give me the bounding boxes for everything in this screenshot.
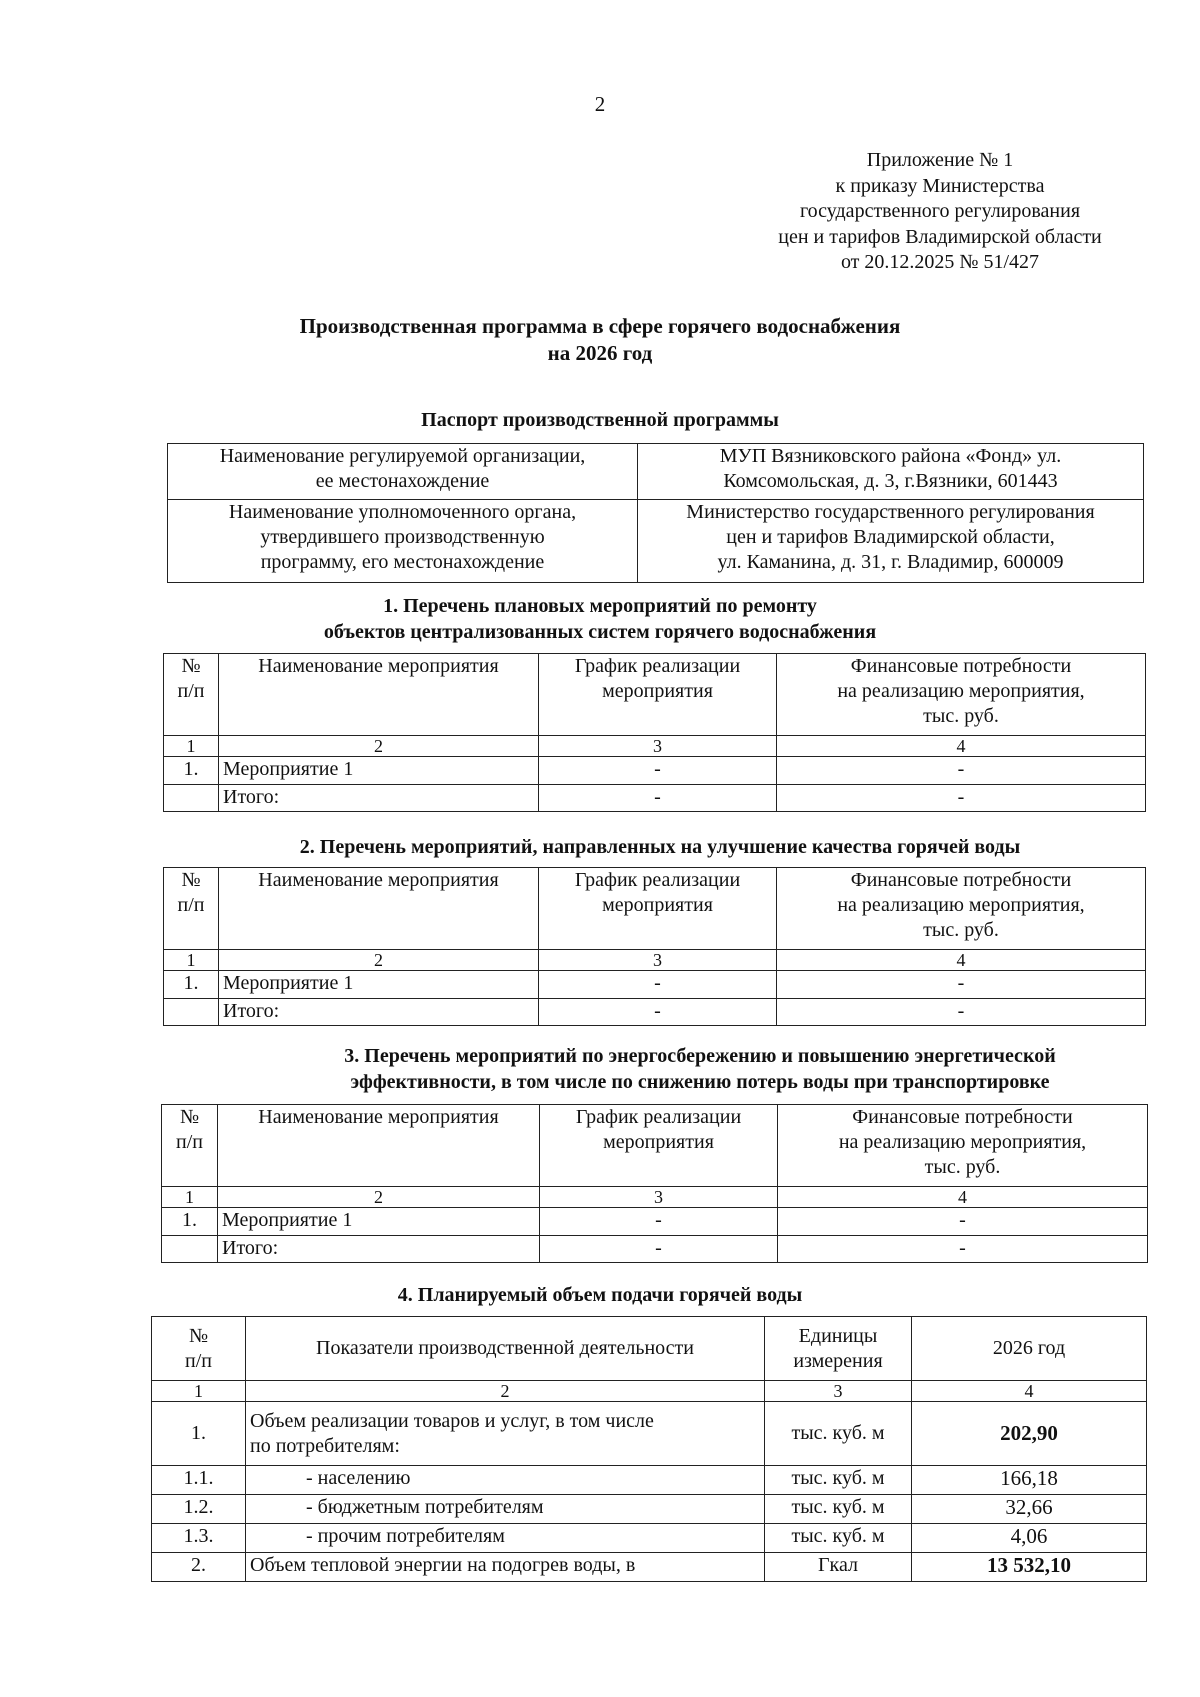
cell-line: 2026 год: [992, 1337, 1066, 1359]
row-num: 1.: [152, 1402, 246, 1466]
cell-line: МУП Вязниковского района «Фонд» ул.: [719, 445, 1062, 467]
cell-line: мероприятия: [602, 894, 713, 916]
total-finance: -: [778, 1236, 1148, 1263]
total-finance: -: [777, 785, 1146, 812]
row-unit: тыс. куб. м: [765, 1402, 912, 1466]
cell-line: тыс. руб.: [924, 1156, 1001, 1178]
header-num: [164, 654, 219, 736]
row-value: 4,06: [912, 1524, 1147, 1553]
cell-line: ул. Каманина, д. 31, г. Владимир, 600009: [717, 551, 1064, 573]
passport-value: [638, 444, 1144, 500]
total-row: [162, 1236, 1148, 1263]
table-row: [152, 1524, 1147, 1553]
cell-line: п/п: [185, 1349, 212, 1372]
index-row: [164, 736, 1146, 757]
page-number: 2: [594, 92, 606, 116]
heading-line: 1. Перечень плановых мероприятий по ремонту: [383, 595, 817, 617]
row-num: 1.: [164, 971, 219, 999]
cell-line: №: [188, 1324, 209, 1347]
index-cell: 3: [539, 736, 777, 757]
total-row: [164, 785, 1146, 812]
row-name: Мероприятие 1: [219, 757, 539, 785]
index-cell: 4: [778, 1187, 1148, 1208]
index-cell: 4: [777, 950, 1146, 971]
row-value: 13 532,10: [912, 1553, 1147, 1582]
total-schedule: -: [539, 999, 777, 1026]
cell-line: на реализацию мероприятия,: [837, 680, 1085, 702]
passport-label: [168, 500, 638, 583]
passport-label: [168, 444, 638, 500]
appendix-line: цен и тарифов Владимирской области: [778, 225, 1102, 248]
header-name: [219, 654, 539, 736]
section3-table: [161, 1104, 1148, 1263]
index-cell: 3: [539, 950, 777, 971]
total-num: [164, 999, 219, 1026]
total-label: Итого:: [219, 785, 539, 812]
table-row: [152, 1466, 1147, 1495]
cell-line: №: [179, 1106, 200, 1128]
heading-line: объектов централизованных систем горячего водоснабжения: [323, 621, 877, 643]
row-name: Мероприятие 1: [219, 971, 539, 999]
header-num: [164, 868, 219, 950]
row-schedule: -: [540, 1208, 778, 1236]
row-unit: тыс. куб. м: [765, 1524, 912, 1553]
row-unit: тыс. куб. м: [765, 1495, 912, 1524]
row-name: Мероприятие 1: [218, 1208, 540, 1236]
appendix-line: от 20.12.2025 № 51/427: [840, 251, 1040, 273]
table-row: [168, 444, 1144, 500]
cell-line: тыс. руб.: [923, 919, 999, 941]
section1-table: [163, 653, 1146, 812]
header-schedule: [540, 1105, 778, 1187]
cell-line: №: [181, 655, 201, 677]
index-cell: 1: [162, 1187, 218, 1208]
title-line: Производственная программа в сфере горячего водоснабжения: [299, 314, 901, 338]
section4-heading: 4. Планируемый объем подачи горячей воды: [397, 1284, 803, 1306]
header-schedule: [539, 654, 777, 736]
index-cell: 4: [777, 736, 1146, 757]
header-year: [912, 1317, 1147, 1381]
index-row: [162, 1187, 1148, 1208]
cell-line: Наименование мероприятия: [258, 1106, 499, 1128]
cell-line: тыс. руб.: [923, 705, 999, 727]
table-row: [164, 757, 1146, 785]
row-name: - прочим потребителям: [246, 1524, 765, 1553]
section2-table: [163, 867, 1146, 1026]
index-cell: 2: [219, 950, 539, 971]
header-schedule: [539, 868, 777, 950]
row-unit: Гкал: [765, 1553, 912, 1582]
header-finance: [777, 868, 1146, 950]
row-num: 1.: [164, 757, 219, 785]
document-title: [0, 313, 1200, 367]
cell-line: Министерство государственного регулирования: [686, 501, 1095, 523]
cell-line: График реализации: [574, 655, 741, 677]
row-value: 166,18: [912, 1466, 1147, 1495]
cell-line: Наименование уполномоченного органа,: [228, 501, 577, 523]
header-units: [765, 1317, 912, 1381]
index-cell: 1: [164, 950, 219, 971]
appendix-line: Приложение № 1: [866, 149, 1014, 171]
cell-line: по потребителям:: [250, 1434, 400, 1457]
section2-heading: 2. Перечень мероприятий, направленных на улучшение качества горячей воды: [299, 836, 1021, 858]
total-finance: -: [777, 999, 1146, 1026]
section3-heading: [250, 1043, 1150, 1095]
cell-line: Финансовые потребности: [850, 655, 1072, 677]
row-value: 32,66: [912, 1495, 1147, 1524]
row-name: - бюджетным потребителям: [246, 1495, 765, 1524]
cell-line: Комсомольская, д. 3, г.Вязники, 601443: [723, 470, 1058, 492]
index-cell: 2: [219, 736, 539, 757]
table-row: [152, 1553, 1147, 1582]
total-schedule: -: [539, 785, 777, 812]
row-schedule: -: [539, 971, 777, 999]
row-finance: -: [778, 1208, 1148, 1236]
row-finance: -: [777, 757, 1146, 785]
section1-heading: [0, 593, 1200, 645]
cell-line: программу, его местонахождение: [260, 551, 545, 573]
header-num: [162, 1105, 218, 1187]
cell-line: График реализации: [575, 1106, 742, 1128]
cell-line: мероприятия: [603, 1131, 714, 1153]
cell-line: утвердившего производственную: [260, 526, 545, 548]
heading-line: 3. Перечень мероприятий по энергосбережению и повышению энергетической: [344, 1045, 1056, 1067]
cell-line: Единицы: [798, 1324, 878, 1347]
index-cell: 4: [912, 1381, 1147, 1402]
heading-line: эффективности, в том числе по снижению потерь воды при транспортировке: [350, 1071, 1050, 1093]
cell-line: Объем реализации товаров и услуг, в том числе: [250, 1409, 654, 1432]
table-row: [152, 1402, 1147, 1466]
appendix-reference: [720, 148, 1160, 276]
row-num: 1.2.: [152, 1495, 246, 1524]
total-num: [164, 785, 219, 812]
table-header-row: [164, 654, 1146, 736]
index-cell: 3: [765, 1381, 912, 1402]
total-label: Итого:: [218, 1236, 540, 1263]
title-line: на 2026 год: [547, 341, 653, 365]
row-num: 1.: [162, 1208, 218, 1236]
cell-line: п/п: [177, 894, 205, 916]
total-num: [162, 1236, 218, 1263]
table-row: [162, 1208, 1148, 1236]
index-cell: 2: [218, 1187, 540, 1208]
cell-line: на реализацию мероприятия,: [837, 894, 1085, 916]
row-num: 1.3.: [152, 1524, 246, 1553]
header-name: [218, 1105, 540, 1187]
cell-line: ее местонахождение: [315, 470, 490, 492]
header-finance: [778, 1105, 1148, 1187]
passport-heading: Паспорт производственной программы: [421, 409, 779, 431]
cell-line: Финансовые потребности: [850, 869, 1072, 891]
cell-line: цен и тарифов Владимирской области,: [726, 526, 1055, 548]
header-name: [219, 868, 539, 950]
cell-line: п/п: [177, 680, 205, 702]
table-header-row: [152, 1317, 1147, 1381]
header-num: [152, 1317, 246, 1381]
index-row: [164, 950, 1146, 971]
index-cell: 1: [164, 736, 219, 757]
table-row: [152, 1495, 1147, 1524]
table-header-row: [162, 1105, 1148, 1187]
row-name: Объем тепловой энергии на подогрев воды, в: [246, 1553, 765, 1582]
total-schedule: -: [540, 1236, 778, 1263]
total-row: [164, 999, 1146, 1026]
row-value: 202,90: [912, 1402, 1147, 1466]
row-num: 1.1.: [152, 1466, 246, 1495]
cell-line: Наименование мероприятия: [258, 655, 499, 677]
row-name: - населению: [246, 1466, 765, 1495]
row-unit: тыс. куб. м: [765, 1466, 912, 1495]
cell-line: Наименование регулируемой организации,: [219, 445, 586, 467]
passport-table: [167, 443, 1144, 583]
row-schedule: -: [539, 757, 777, 785]
table-row: [168, 500, 1144, 583]
cell-line: №: [181, 869, 201, 891]
cell-line: п/п: [176, 1131, 203, 1153]
appendix-line: к приказу Министерства: [835, 174, 1045, 197]
index-cell: 2: [246, 1381, 765, 1402]
passport-value: [638, 500, 1144, 583]
total-label: Итого:: [219, 999, 539, 1026]
row-num: 2.: [152, 1553, 246, 1582]
header-indicator: [246, 1317, 765, 1381]
row-name: [246, 1402, 765, 1466]
index-cell: 1: [152, 1381, 246, 1402]
cell-line: Финансовые потребности: [852, 1106, 1073, 1128]
section4-table: [151, 1316, 1147, 1582]
cell-line: Наименование мероприятия: [258, 869, 499, 891]
cell-line: График реализации: [574, 869, 741, 891]
index-row: [152, 1381, 1147, 1402]
cell-line: мероприятия: [602, 680, 713, 702]
table-row: [164, 971, 1146, 999]
cell-line: Показатели производственной деятельности: [316, 1337, 694, 1359]
row-finance: -: [777, 971, 1146, 999]
cell-line: измерения: [793, 1349, 883, 1372]
table-header-row: [164, 868, 1146, 950]
cell-line: на реализацию мероприятия,: [838, 1131, 1087, 1153]
index-cell: 3: [540, 1187, 778, 1208]
appendix-line: государственного регулирования: [799, 200, 1081, 222]
header-finance: [777, 654, 1146, 736]
